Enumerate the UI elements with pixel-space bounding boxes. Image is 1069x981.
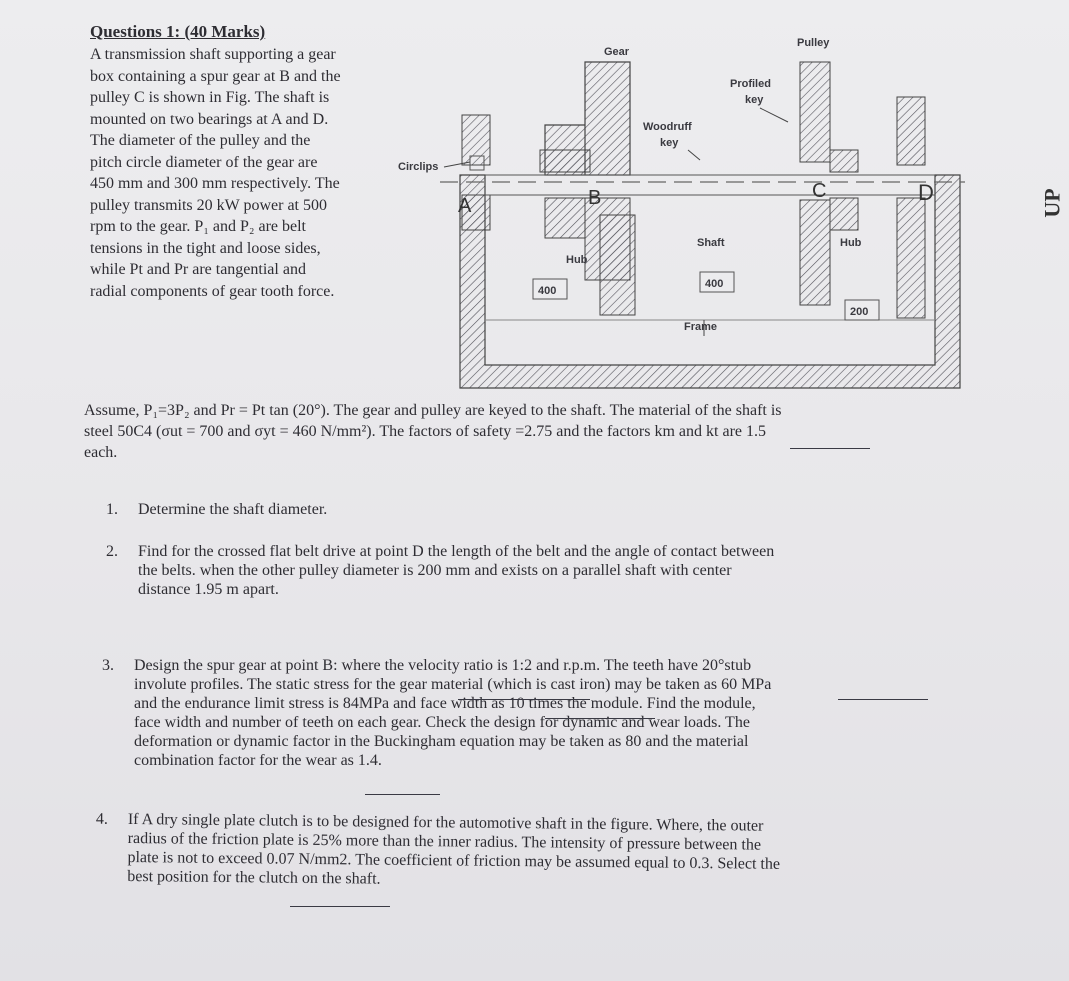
intro-line: box containing a spur gear at B and the xyxy=(90,67,341,85)
point-b: B xyxy=(588,187,602,209)
assume-line: Assume, P₁=3P₂ and Pr = Pt tan (20°). The gear and pulley are keyed to the shaft. The material of the shaft is xyxy=(84,402,782,419)
question-line: plate is not to exceed 0.07 N/mm2. The coefficient of friction may be assumed equal to 0.3. Select the xyxy=(127,848,781,873)
question-line: distance 1.95 m apart. xyxy=(138,581,279,598)
intro-line: A transmission shaft supporting a gear xyxy=(90,46,336,63)
question-number: 3. xyxy=(102,657,114,674)
question-line: the belts. when the other pulley diameter is 200 mm and exists on a parallel shaft with center xyxy=(138,562,732,579)
shaft-figure xyxy=(395,0,970,395)
label-profiled-key-2: key xyxy=(745,94,764,106)
question-number: 1. xyxy=(106,501,118,518)
label-pulley: Pulley xyxy=(797,37,830,49)
label-woodruff-key: Woodruff xyxy=(643,121,692,133)
question-line: If A dry single plate clutch is to be designed for the automotive shaft in the figure. Where, the outer xyxy=(127,810,764,835)
intro-line: pulley C is shown in Fig. The shaft is xyxy=(90,89,330,106)
pen-underline xyxy=(545,718,655,719)
intro-line: radial components of gear tooth force. xyxy=(90,282,335,300)
pen-underline xyxy=(838,699,928,700)
intro-line: tensions in the tight and loose sides, xyxy=(90,239,321,257)
pen-underline xyxy=(365,794,440,795)
label-frame: Frame xyxy=(684,321,718,333)
question-line: combination factor for the wear as 1.4. xyxy=(134,752,382,769)
question-line: involute profiles. The static stress for the gear material (which is cast iron) may be taken as 60 MPa xyxy=(134,676,772,693)
intro-line: mounted on two bearings at A and D. xyxy=(90,110,329,128)
dimension-200: 200 xyxy=(850,306,869,318)
point-d: D xyxy=(918,180,934,205)
intro-line: 450 mm and 300 mm respectively. The xyxy=(90,175,340,192)
assume-line: steel 50C4 (σut = 700 and σyt = 460 N/mm²). The factors of safety =2.75 and the factors km and kt are 1.5 xyxy=(84,423,766,440)
intro-line: pitch circle diameter of the gear are xyxy=(90,153,318,171)
question-line: Find for the crossed flat belt drive at point D the length of the belt and the angle of contact between xyxy=(138,543,775,560)
pulley-rim-bottom xyxy=(800,200,830,305)
question-3 xyxy=(102,656,964,770)
question-line: Design the spur gear at point B: where the velocity ratio is 1:2 and r.p.m. The teeth have 20°stub xyxy=(134,657,752,674)
point-a: A xyxy=(458,195,472,217)
label-woodruff-key-2: key xyxy=(660,137,679,149)
intro-line: pulley transmits 20 kW power at 500 xyxy=(90,196,327,214)
label-hub-right: Hub xyxy=(840,237,862,249)
intro-line: The diameter of the pulley and the xyxy=(90,132,311,149)
assume-line: each. xyxy=(84,444,118,461)
label-shaft: Shaft xyxy=(697,237,725,249)
intro-paragraph xyxy=(90,44,390,302)
intro-line: while Pt and Pr are tangential and xyxy=(90,261,306,278)
point-c: C xyxy=(812,180,827,202)
question-line: Determine the shaft diameter. xyxy=(138,501,328,518)
question-line: deformation or dynamic factor in the Buckingham equation may be taken as 80 and the material xyxy=(134,733,749,750)
assumptions-paragraph xyxy=(84,400,964,463)
question-1 xyxy=(106,500,328,519)
question-number: 2. xyxy=(106,543,118,560)
label-circlips: Circlips xyxy=(398,161,439,173)
pen-underline xyxy=(458,699,590,700)
question-heading: Questions 1: (40 Marks) xyxy=(90,22,266,41)
question-4 xyxy=(95,810,968,895)
margin-note: UP xyxy=(1039,188,1065,218)
label-gear: Gear xyxy=(604,46,630,58)
label-profiled-key: Profiled xyxy=(730,78,771,90)
pulley-rim-top xyxy=(800,62,830,162)
question-line: face width and number of teeth on each gear. Check the design for dynamic and wear loads. The xyxy=(134,714,750,731)
pen-underline xyxy=(790,448,870,449)
question-2 xyxy=(106,542,958,599)
question-number: 4. xyxy=(95,810,108,828)
question-line: and the endurance limit stress is 84MPa and face width as 10 times the module. Find the module, xyxy=(134,695,756,712)
bearing-d xyxy=(897,97,925,165)
pen-underline xyxy=(290,906,390,907)
question-line: best position for the clutch on the shaft. xyxy=(127,867,381,888)
intro-line: rpm to the gear. P₁ and P₂ are belt xyxy=(90,218,306,235)
dimension-400-left: 400 xyxy=(538,285,557,297)
label-hub-left: Hub xyxy=(566,254,588,266)
question-line: radius of the friction plate is 25% more than the inner radius. The intensity of pressure between the xyxy=(127,829,762,854)
bearing-a xyxy=(462,115,490,165)
dimension-400-mid: 400 xyxy=(705,278,724,290)
